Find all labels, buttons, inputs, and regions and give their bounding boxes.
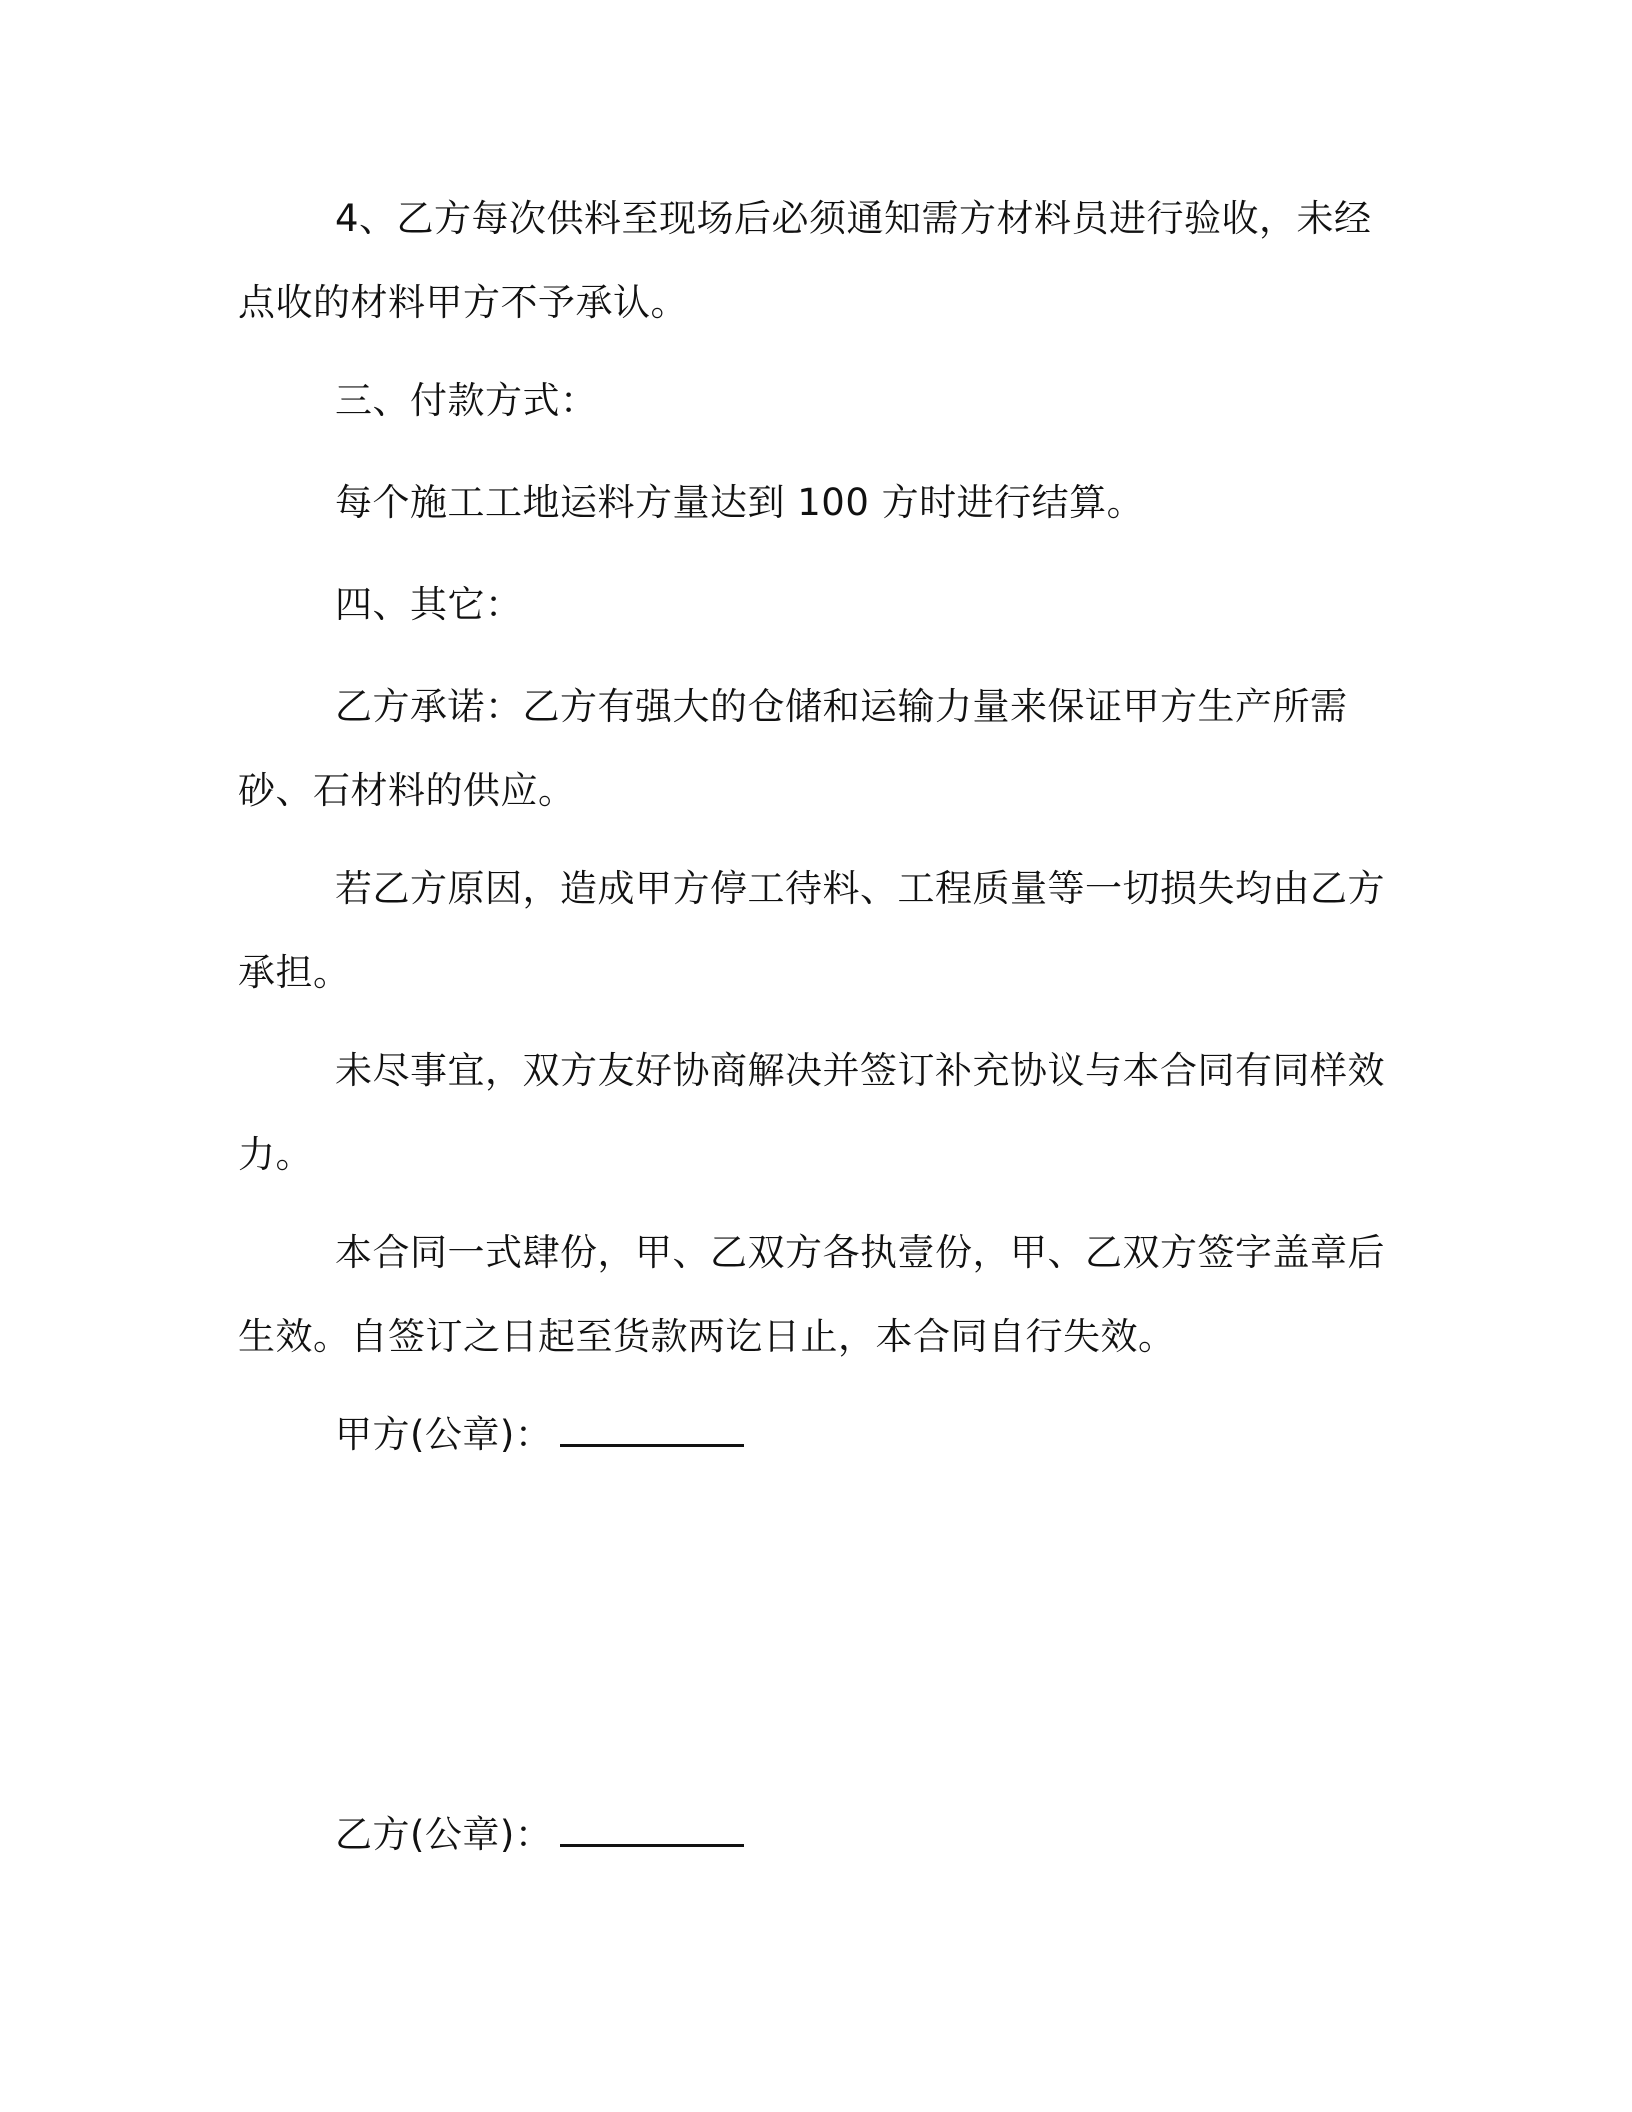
- party-a-signature-line: [335, 1393, 744, 1477]
- party-b-commitment-text: 乙方承诺：乙方有强大的仓储和运输力量来保证甲方生产所需砂、石材料的供应。: [238, 685, 1348, 812]
- party-b-signature-blank: [560, 1814, 744, 1847]
- supplementary-agreement-text: 未尽事宜，双方友好协商解决并签订补充协议与本合同有同样效力。: [238, 1049, 1385, 1176]
- party-b-signature-line: [335, 1793, 744, 1877]
- clause-4-supply-inspection: 4、乙方每次供料至现场后必须通知需方材料员进行验收，未经点收的材料甲方不予承认。: [238, 197, 1372, 324]
- payment-terms-text: 每个施工工地运料方量达到 100 方时进行结算。: [335, 481, 1145, 524]
- contract-copies-validity-text: 本合同一式肆份，甲、乙双方各执壹份，甲、乙双方签字盖章后生效。自签订之日起至货款两讫日止，本合同自行失效。: [238, 1231, 1385, 1358]
- party-a-signature-blank: [560, 1414, 744, 1447]
- party-a-seal-label: 甲方(公章)：: [335, 1413, 553, 1456]
- section-heading-other: 四、其它：: [335, 583, 523, 626]
- section-heading-payment: 三、付款方式：: [335, 379, 598, 422]
- party-b-seal-label: 乙方(公章)：: [335, 1813, 553, 1856]
- liability-text: 若乙方原因，造成甲方停工待料、工程质量等一切损失均由乙方承担。: [238, 867, 1385, 994]
